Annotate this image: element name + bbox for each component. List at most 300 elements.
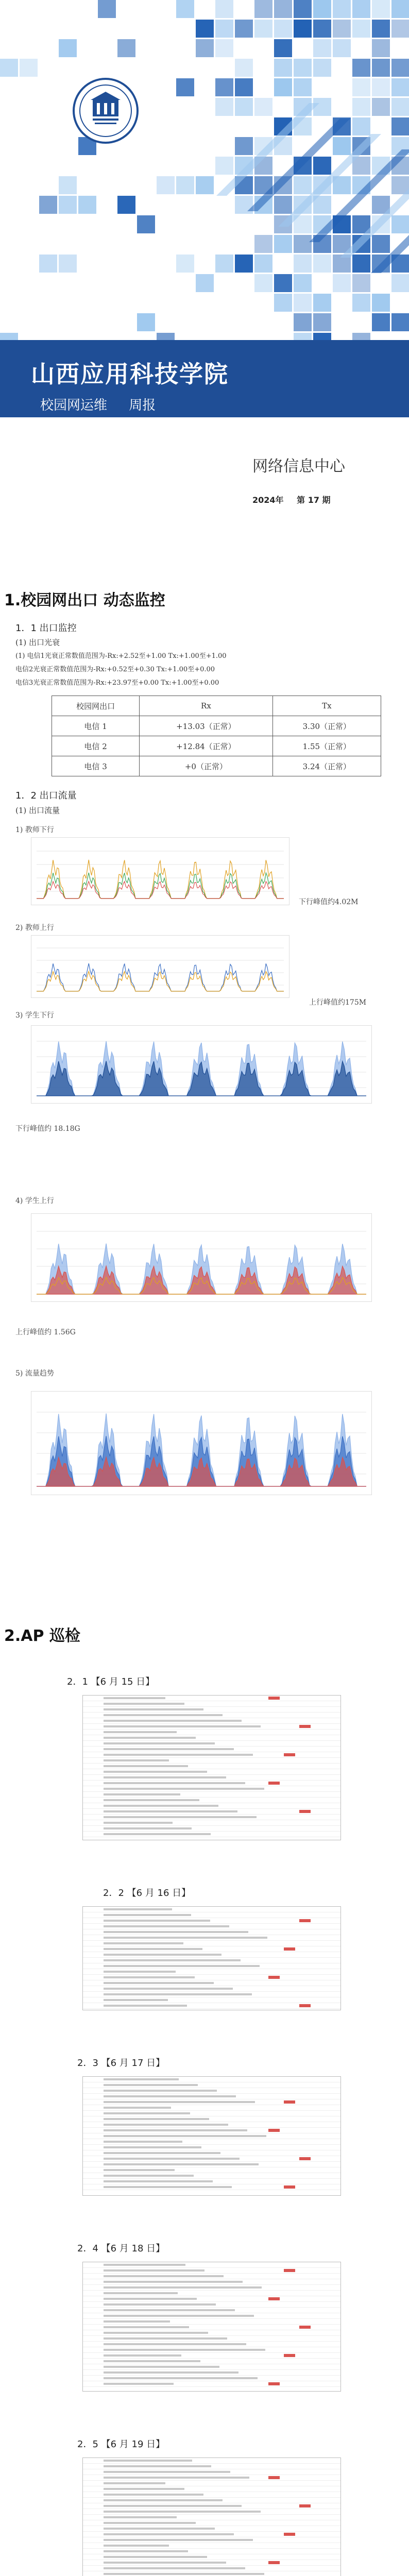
ap-row-bar [104, 1993, 252, 1995]
optics-line-2: 电信2光衰正常数值范围为-Rx:+0.52至+0.30 Tx:+1.00至+0.00 [15, 666, 215, 673]
ap-row-bar [104, 2078, 179, 2080]
ap-screenshot-row [83, 2262, 340, 2268]
ap-screenshot-row [83, 2526, 340, 2532]
ap-row-bar [104, 1765, 188, 1767]
ap-row-bar [104, 1948, 202, 1950]
ap-alert-mark [268, 2561, 280, 2564]
ap-screenshot-row [83, 1735, 340, 1741]
ap-row-bar [104, 2135, 266, 2137]
ap-row-bar [104, 2511, 261, 2513]
ap-screenshot-row [83, 2296, 340, 2302]
ap-row-bar [104, 1937, 267, 1939]
ap-screenshot-row [83, 2376, 340, 2381]
ap-screenshot-row [83, 2167, 340, 2173]
ap-row-bar [104, 1782, 245, 1784]
ap-screenshot-row [83, 1992, 340, 1997]
ap-row-bar [104, 2269, 204, 2272]
ap-row-bar [104, 1827, 192, 1829]
ap-screenshot-row [83, 2279, 340, 2285]
ap-screenshot-row [83, 2537, 340, 2543]
ap-screenshot-row [83, 1809, 340, 1815]
ap-row-bar [104, 2505, 242, 2507]
ap-row-bar [104, 1965, 260, 1967]
section1-sub1: 1．1 出口监控 [15, 623, 77, 634]
table-row [52, 736, 381, 756]
traffic-item-note: 上行峰值约175M [309, 998, 367, 1007]
ap-row-bar [104, 1822, 173, 1824]
ap-screenshot-row [83, 2122, 340, 2128]
ap-row-bar [104, 2371, 238, 2374]
ap-row-bar [104, 2175, 194, 2177]
ap-screenshot-row [83, 1730, 340, 1735]
ap-row-bar [104, 1771, 207, 1773]
ap-row-bar [104, 2084, 198, 2086]
ap-day-label: 2．1 【6 月 15 日】 [67, 1676, 155, 1687]
ap-screenshot [82, 2262, 341, 2392]
ap-row-bar [104, 2124, 228, 2126]
ap-screenshot-row [83, 2532, 340, 2537]
traffic-chart-teacher-up [31, 935, 289, 998]
ap-screenshot-row [83, 1997, 340, 2003]
ap-screenshot-row [83, 1701, 340, 1707]
ap-row-bar [104, 2528, 215, 2530]
traffic-item-label: 2) 教师上行 [15, 924, 54, 932]
ap-screenshot-row [83, 2291, 340, 2296]
ap-screenshot-row [83, 2364, 340, 2370]
ap-row-bar [104, 2090, 217, 2092]
ap-screenshot-row [83, 1986, 340, 1992]
ap-screenshot-row [83, 2469, 340, 2475]
traffic-item-label: 1) 教师下行 [15, 826, 54, 834]
banner-subtitle [40, 395, 173, 414]
ap-screenshot-row [83, 1826, 340, 1832]
ap-row-bar [104, 1954, 221, 1956]
ap-row-bar [104, 2303, 216, 2306]
ap-screenshot-row [83, 2111, 340, 2116]
ap-row-bar [104, 2129, 247, 2131]
ap-screenshot-row [83, 2475, 340, 2481]
ap-alert-mark [284, 2100, 295, 2104]
ap-screenshot-row [83, 2179, 340, 2184]
ap-screenshot-row [83, 2274, 340, 2279]
ap-alert-mark [299, 1919, 311, 1922]
subtitle-weekly: 周报 [129, 398, 156, 413]
traffic-item-note: 下行峰值约4.02M [299, 898, 359, 906]
ap-screenshot-row [83, 1696, 340, 1701]
ap-row-bar [104, 1697, 165, 1699]
ap-screenshot-row [83, 1975, 340, 1980]
ap-screenshot-row [83, 2347, 340, 2353]
traffic-chart-student-down [31, 1025, 372, 1104]
ap-alert-mark [268, 2476, 280, 2479]
ap-alert-mark [284, 1753, 295, 1756]
ap-screenshot-row [83, 2330, 340, 2336]
traffic-item-label: 5) 流量趋势 [15, 1369, 54, 1378]
ap-row-bar [104, 2152, 220, 2154]
ap-screenshot-row [83, 2082, 340, 2088]
ap-screenshot-row [83, 2481, 340, 2486]
ap-day-label: 2．5 【6 月 19 日】 [77, 2439, 165, 2450]
traffic-chart-svg [31, 1026, 371, 1103]
ap-row-bar [104, 2522, 196, 2524]
ap-screenshot-row [83, 2150, 340, 2156]
ap-screenshot-row [83, 2549, 340, 2554]
ap-alert-mark [268, 1697, 280, 1700]
ap-row-bar [104, 2158, 240, 2160]
ap-row-bar [104, 2460, 192, 2462]
ap-row-bar [104, 1805, 218, 1807]
ap-screenshot-row [83, 1707, 340, 1713]
traffic-chart-svg [31, 838, 289, 905]
ap-row-bar [104, 2332, 208, 2334]
ap-screenshot-row [83, 1912, 340, 1918]
ap-screenshot-row [83, 2133, 340, 2139]
ap-screenshot [82, 1695, 341, 1840]
subtitle-ops: 校园网运维 [40, 398, 108, 413]
optics-line-1: (1) 电信1光衰正常数值范围为-Rx:+2.52至+1.00 Tx:+1.00至+1.00 [15, 652, 227, 660]
ap-row-bar [104, 2281, 243, 2283]
ap-screenshot-row [83, 2184, 340, 2190]
optics-line-3: 电信3光衰正常数值范围为-Rx:+23.97至+0.00 Tx:+1.00至+0.00 [15, 679, 219, 687]
center-name: 网络信息中心 [252, 457, 345, 476]
ap-row-bar [104, 2482, 165, 2484]
issue-number: 第 17 期 [297, 495, 331, 505]
ap-screenshot-row [83, 2543, 340, 2549]
ap-row-bar [104, 1931, 248, 1933]
ap-row-bar [104, 2366, 219, 2368]
ap-row-bar [104, 1776, 226, 1778]
ap-screenshot-row [83, 2268, 340, 2274]
ap-screenshot-row [83, 2139, 340, 2145]
ap-row-bar [104, 2326, 189, 2328]
ap-screenshot-row [83, 1713, 340, 1718]
ap-row-bar [104, 1999, 168, 2001]
ap-screenshot-row [83, 2515, 340, 2520]
table-cell: 1.55（正常） [272, 736, 381, 756]
ap-row-bar [104, 1703, 184, 1705]
optics-label: (1) 出口光衰 [15, 638, 60, 647]
table-header-cell: 校园网出口 [52, 696, 140, 716]
ap-row-bar [104, 2465, 211, 2467]
ap-screenshot-row [83, 2308, 340, 2313]
traffic-chart-svg [31, 1214, 371, 1301]
ap-row-bar [104, 2309, 235, 2311]
ap-screenshot-row [83, 2503, 340, 2509]
ap-screenshot-row [83, 1935, 340, 1941]
ap-row-bar [104, 2320, 170, 2323]
ap-alert-mark [299, 1725, 311, 1728]
traffic-item-label: 4) 学生上行 [15, 1197, 54, 1205]
ap-screenshot-row [83, 2156, 340, 2162]
ap-screenshot-row [83, 2520, 340, 2526]
ap-row-bar [104, 2477, 249, 2479]
ap-row-bar [104, 2163, 259, 2165]
ap-row-bar [104, 2275, 224, 2277]
ap-screenshot-row [83, 1781, 340, 1786]
ap-row-bar [104, 2488, 184, 2490]
ap-alert-mark [299, 1810, 311, 1813]
ap-row-bar [104, 2556, 207, 2558]
ap-screenshot-row [83, 1786, 340, 1792]
ap-screenshot-row [83, 2492, 340, 2498]
ap-row-bar [104, 1725, 261, 1727]
ap-screenshot-row [83, 2003, 340, 2009]
issue-line [252, 494, 341, 505]
ap-alert-mark [284, 2185, 295, 2189]
ap-screenshot-row [83, 1803, 340, 1809]
ap-row-bar [104, 1816, 257, 1818]
traffic-wave [37, 873, 284, 899]
ap-screenshot-row [83, 2486, 340, 2492]
traffic-chart-student-up [31, 1213, 372, 1302]
ap-alert-mark [268, 2382, 280, 2385]
ap-screenshot-row [83, 2285, 340, 2291]
ap-row-bar [104, 2005, 187, 2007]
ap-alert-mark [284, 2354, 295, 2357]
ap-screenshot-row [83, 2325, 340, 2330]
ap-row-bar [104, 1971, 176, 1973]
ap-screenshot-row [83, 1918, 340, 1924]
ap-screenshot-row [83, 2145, 340, 2150]
ap-row-bar [104, 2562, 226, 2564]
ap-screenshot-row [83, 2336, 340, 2342]
ap-row-bar [104, 2550, 188, 2552]
optics-table [52, 696, 381, 776]
ap-row-bar [104, 2377, 258, 2379]
ap-screenshot-row [83, 1718, 340, 1724]
section1-sub2: 1．2 出口流量 [15, 790, 77, 801]
traffic-wave [37, 971, 284, 991]
ap-screenshot-row [83, 2105, 340, 2111]
ap-screenshot-row [83, 2498, 340, 2503]
ap-row-bar [104, 1799, 199, 1801]
ap-screenshot-row [83, 1980, 340, 1986]
ap-screenshot-row [83, 1769, 340, 1775]
ap-alert-mark [268, 1782, 280, 1785]
ap-row-bar [104, 1793, 180, 1795]
ap-row-bar [104, 1920, 210, 1922]
ap-row-bar [104, 1737, 196, 1739]
traffic-item-note: 上行峰值约 1.56G [15, 1328, 76, 1336]
ap-row-bar [104, 2354, 181, 2357]
ap-screenshot-row [83, 2458, 340, 2464]
ap-screenshot-row [83, 2571, 340, 2576]
traffic-chart-trend [31, 1391, 372, 1495]
ap-alert-mark [299, 2004, 311, 2007]
ap-row-bar [104, 1748, 234, 1750]
ap-row-bar [104, 2383, 174, 2385]
ap-row-bar [104, 1714, 223, 1716]
ap-screenshot [82, 2076, 341, 2196]
ap-screenshot-row [83, 2099, 340, 2105]
ap-screenshot-row [83, 2313, 340, 2319]
ap-screenshot-row [83, 1815, 340, 1820]
ap-row-bar [104, 2146, 201, 2148]
ap-screenshot-row [83, 1747, 340, 1752]
traffic-wave [37, 1457, 366, 1486]
ap-alert-mark [268, 1976, 280, 1979]
ap-screenshot-row [83, 2088, 340, 2094]
ap-screenshot-row [83, 1792, 340, 1798]
ap-alert-mark [299, 2326, 311, 2329]
ap-row-bar [104, 2516, 177, 2518]
ap-screenshot-row [83, 2353, 340, 2359]
ap-row-bar [104, 2315, 254, 2317]
ap-row-bar [104, 1976, 195, 1978]
ap-alert-mark [284, 2269, 295, 2272]
ap-row-bar [104, 2095, 236, 2097]
ap-alert-mark [268, 2297, 280, 2300]
ap-screenshot-row [83, 2554, 340, 2560]
ap-screenshot-row [83, 2319, 340, 2325]
traffic-label: (1) 出口流量 [15, 806, 60, 815]
table-row [52, 716, 381, 736]
ap-row-bar [104, 2360, 200, 2362]
ap-screenshot-row [83, 2464, 340, 2469]
ap-row-bar [104, 1759, 169, 1761]
school-logo [72, 77, 139, 144]
table-cell: +13.03（正常） [140, 716, 273, 736]
ap-row-bar [104, 2545, 169, 2547]
table-cell: +12.84（正常） [140, 736, 273, 756]
ap-row-bar [104, 2264, 185, 2266]
ap-row-bar [104, 1982, 214, 1984]
ap-screenshot-row [83, 1941, 340, 1946]
ap-row-bar [104, 2186, 232, 2188]
ap-row-bar [104, 1959, 241, 1961]
traffic-wave [37, 860, 284, 899]
ap-screenshot-row [83, 1724, 340, 1730]
ap-row-bar [104, 1742, 215, 1744]
table-header-row [52, 696, 381, 716]
ap-screenshot-row [83, 1969, 340, 1975]
section2-title: 2.AP 巡检 [4, 1627, 80, 1645]
traffic-wave [37, 963, 284, 991]
ap-screenshot-row [83, 1741, 340, 1747]
ap-row-bar [104, 2573, 264, 2575]
ap-screenshot-row [83, 1958, 340, 1963]
table-row [52, 756, 381, 776]
ap-screenshot [82, 1906, 341, 2010]
ap-row-bar [104, 2141, 182, 2143]
traffic-wave [37, 1061, 366, 1096]
ap-row-bar [104, 2112, 190, 2114]
ap-screenshot-row [83, 2116, 340, 2122]
ap-screenshot [82, 2458, 341, 2576]
ap-screenshot-row [83, 1752, 340, 1758]
table-header-cell: Tx [272, 696, 381, 716]
ap-screenshot-row [83, 1929, 340, 1935]
ap-row-bar [104, 2567, 245, 2569]
ap-alert-mark [268, 2129, 280, 2132]
ap-screenshot-row [83, 2173, 340, 2179]
ap-screenshot-row [83, 1907, 340, 1912]
ap-row-bar [104, 2118, 209, 2120]
ap-screenshot-row [83, 1952, 340, 1958]
ap-screenshot-row [83, 2509, 340, 2515]
ap-screenshot-row [83, 2162, 340, 2167]
ap-screenshot-row [83, 1798, 340, 1803]
ap-row-bar [104, 2471, 230, 2473]
ap-screenshot-row [83, 2342, 340, 2347]
ap-alert-mark [284, 1947, 295, 1951]
ap-screenshot-row [83, 2128, 340, 2133]
ap-screenshot-row [83, 1758, 340, 1764]
ap-row-bar [104, 1908, 172, 1910]
ap-screenshot-row [83, 1924, 340, 1929]
ap-alert-mark [284, 2533, 295, 2536]
ap-screenshot-row [83, 2566, 340, 2571]
ap-row-bar [104, 1720, 242, 1722]
ap-day-label: 2．3 【6 月 17 日】 [77, 2058, 165, 2069]
ap-screenshot-row [83, 2302, 340, 2308]
ap-row-bar [104, 2343, 246, 2345]
ap-day-label: 2．4 【6 月 18 日】 [77, 2243, 165, 2254]
ap-row-bar [104, 2169, 175, 2171]
table-cell: +0（正常） [140, 756, 273, 776]
ap-row-bar [104, 2539, 253, 2541]
ap-screenshot-row [83, 1820, 340, 1826]
traffic-chart-teacher-down [31, 837, 289, 905]
ap-row-bar [104, 2292, 178, 2294]
ap-screenshot-row [83, 1963, 340, 1969]
ap-screenshot-row [83, 2094, 340, 2099]
traffic-chart-svg [31, 936, 289, 997]
ap-row-bar [104, 2499, 223, 2501]
ap-row-bar [104, 2494, 203, 2496]
ap-row-bar [104, 1942, 183, 1944]
table-cell: 电信 2 [52, 736, 140, 756]
ap-row-bar [104, 1788, 264, 1790]
school-name: 山西应用科技学院 [31, 360, 229, 388]
ap-day-label: 2．2 【6 月 16 日】 [103, 1888, 191, 1899]
ap-row-bar [104, 1731, 177, 1733]
ap-alert-mark [299, 2157, 311, 2160]
ap-row-bar [104, 2180, 213, 2182]
section1-title: 1.校园网出口 动态监控 [4, 591, 165, 609]
ap-row-bar [104, 2101, 255, 2103]
table-header-cell: Rx [140, 696, 273, 716]
ap-screenshot-row [83, 2359, 340, 2364]
table-cell: 电信 3 [52, 756, 140, 776]
issue-year: 2024年 [252, 495, 284, 505]
ap-alert-mark [299, 2504, 311, 2507]
table-cell: 电信 1 [52, 716, 140, 736]
table-cell: 3.24（正常） [272, 756, 381, 776]
ap-screenshot-row [83, 2370, 340, 2376]
ap-row-bar [104, 1708, 203, 1710]
traffic-item-label: 3) 学生下行 [15, 1011, 54, 1020]
ap-row-bar [104, 2107, 171, 2109]
ap-screenshot-row [83, 1832, 340, 1837]
ap-screenshot-row [83, 1775, 340, 1781]
ap-screenshot-row [83, 1946, 340, 1952]
traffic-item-note: 下行峰值约 18.18G [15, 1125, 80, 1133]
traffic-wave [37, 1266, 366, 1294]
ap-row-bar [104, 1988, 233, 1990]
ap-row-bar [104, 2286, 262, 2289]
ap-row-bar [104, 1833, 211, 1835]
traffic-wave [37, 882, 284, 899]
traffic-chart-svg [31, 1392, 371, 1495]
ap-screenshot-row [83, 2381, 340, 2387]
ap-screenshot-row [83, 2077, 340, 2082]
ap-row-bar [104, 1925, 229, 1927]
ap-row-bar [104, 2337, 227, 2340]
ap-row-bar [104, 1754, 253, 1756]
ap-row-bar [104, 1810, 237, 1812]
ap-row-bar [104, 2298, 197, 2300]
